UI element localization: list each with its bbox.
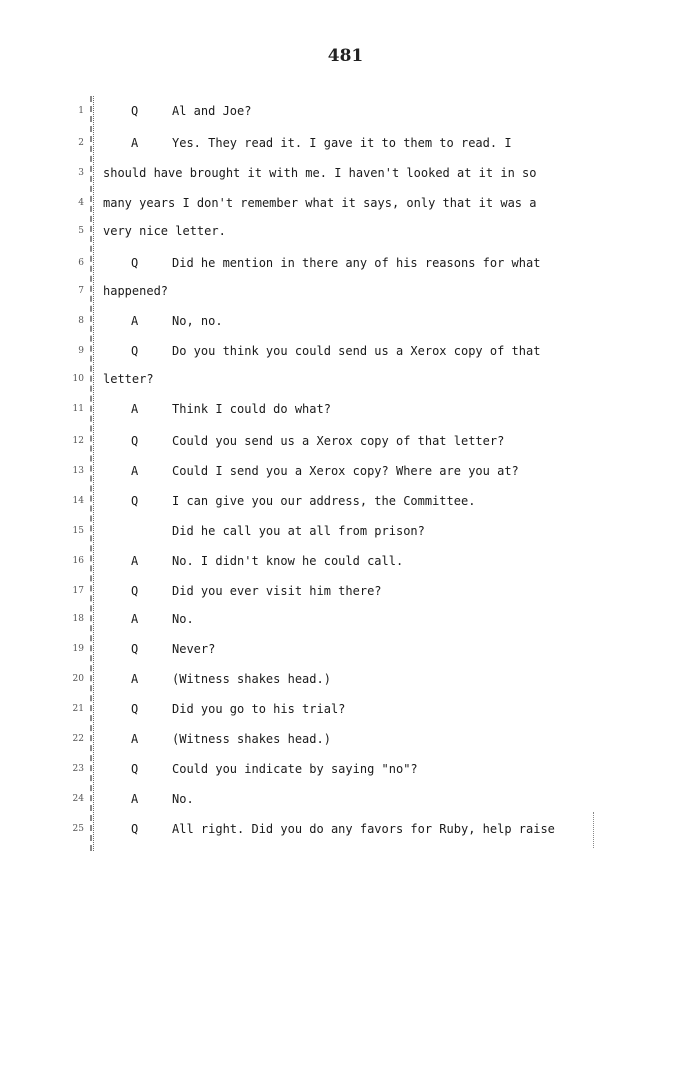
transcript-line bbox=[0, 699, 691, 719]
line-text: should have brought it with me. I haven't looked at it in so bbox=[103, 166, 537, 180]
line-text: Never? bbox=[172, 642, 216, 656]
speaker-label: Q bbox=[131, 256, 139, 270]
transcript-line bbox=[0, 101, 691, 121]
speaker-label: A bbox=[131, 672, 139, 686]
line-text: many years I don't remember what it says, only that it was a bbox=[103, 196, 537, 210]
speaker-label: Q bbox=[131, 344, 139, 358]
line-text: Could you send us a Xerox copy of that letter? bbox=[172, 434, 505, 448]
line-number: 19 bbox=[72, 644, 84, 654]
line-number: 5 bbox=[78, 226, 84, 236]
speaker-label: Q bbox=[131, 434, 139, 448]
line-text: I can give you our address, the Committee. bbox=[172, 494, 476, 508]
line-number: 3 bbox=[78, 168, 84, 178]
speaker-label: Q bbox=[131, 642, 139, 656]
transcript-line bbox=[0, 639, 691, 659]
line-text: No. bbox=[172, 792, 194, 806]
line-number: 10 bbox=[72, 374, 84, 384]
speaker-label: A bbox=[131, 732, 139, 746]
line-text: Did he call you at all from prison? bbox=[172, 524, 425, 538]
line-number: 13 bbox=[72, 466, 84, 476]
page-number: 481 bbox=[327, 46, 364, 66]
line-number: 23 bbox=[72, 764, 84, 774]
transcript-line bbox=[0, 163, 691, 183]
speaker-label: Q bbox=[131, 822, 139, 836]
speaker-label: Q bbox=[131, 762, 139, 776]
transcript-line bbox=[0, 399, 691, 419]
speaker-label: A bbox=[131, 464, 139, 478]
transcript-line bbox=[0, 551, 691, 571]
line-number: 16 bbox=[72, 556, 84, 566]
transcript-line bbox=[0, 609, 691, 629]
line-text: No. I didn't know he could call. bbox=[172, 554, 404, 568]
line-text: No, no. bbox=[172, 314, 223, 328]
line-number: 21 bbox=[72, 704, 84, 714]
line-text: Al and Joe? bbox=[172, 104, 252, 118]
transcript-line bbox=[0, 133, 691, 153]
line-number: 25 bbox=[72, 824, 84, 834]
line-text: letter? bbox=[103, 372, 154, 386]
line-number: 12 bbox=[72, 436, 84, 446]
transcript-line bbox=[0, 759, 691, 779]
line-text: (Witness shakes head.) bbox=[172, 732, 331, 746]
transcript-line bbox=[0, 221, 691, 241]
line-number: 4 bbox=[78, 198, 84, 208]
line-text: Yes. They read it. I gave it to them to read. I bbox=[172, 136, 512, 150]
transcript-line bbox=[0, 491, 691, 511]
line-number: 17 bbox=[72, 586, 84, 596]
transcript-line bbox=[0, 581, 691, 601]
line-text: very nice letter. bbox=[103, 224, 226, 238]
line-text: Did you go to his trial? bbox=[172, 702, 346, 716]
transcript-line bbox=[0, 253, 691, 273]
line-text: (Witness shakes head.) bbox=[172, 672, 331, 686]
line-number: 8 bbox=[78, 316, 84, 326]
line-number: 7 bbox=[78, 286, 84, 296]
transcript-line bbox=[0, 369, 691, 389]
transcript-line bbox=[0, 341, 691, 361]
line-number: 20 bbox=[72, 674, 84, 684]
line-number: 22 bbox=[72, 734, 84, 744]
transcript-line bbox=[0, 193, 691, 213]
transcript-line bbox=[0, 461, 691, 481]
line-text: happened? bbox=[103, 284, 169, 298]
line-text: Could you indicate by saying "no"? bbox=[172, 762, 418, 776]
line-number: 15 bbox=[72, 526, 84, 536]
line-number: 18 bbox=[72, 614, 84, 624]
line-number: 9 bbox=[78, 346, 84, 356]
line-number: 2 bbox=[78, 138, 84, 148]
line-text: Did he mention in there any of his reasons for what bbox=[172, 256, 541, 270]
line-number: 6 bbox=[78, 258, 84, 268]
speaker-label: Q bbox=[131, 702, 139, 716]
speaker-label: A bbox=[131, 136, 139, 150]
transcript-line bbox=[0, 789, 691, 809]
line-text: No. bbox=[172, 612, 194, 626]
speaker-label: A bbox=[131, 402, 139, 416]
speaker-label: Q bbox=[131, 584, 139, 598]
line-number: 1 bbox=[78, 106, 84, 116]
line-text: All right. Did you do any favors for Ruby, help raise bbox=[172, 822, 555, 836]
transcript-line bbox=[0, 521, 691, 541]
speaker-label: A bbox=[131, 314, 139, 328]
line-text: Do you think you could send us a Xerox copy of that bbox=[172, 344, 541, 358]
line-text: Did you ever visit him there? bbox=[172, 584, 382, 598]
line-text: Could I send you a Xerox copy? Where are you at? bbox=[172, 464, 519, 478]
transcript-line bbox=[0, 311, 691, 331]
line-number: 14 bbox=[72, 496, 84, 506]
speaker-label: A bbox=[131, 554, 139, 568]
speaker-label: A bbox=[131, 612, 139, 626]
speaker-label: Q bbox=[131, 104, 139, 118]
speaker-label: A bbox=[131, 792, 139, 806]
transcript-line bbox=[0, 431, 691, 451]
line-text: Think I could do what? bbox=[172, 402, 331, 416]
line-number: 24 bbox=[72, 794, 84, 804]
transcript-line bbox=[0, 669, 691, 689]
speaker-label: Q bbox=[131, 494, 139, 508]
transcript-line bbox=[0, 819, 691, 839]
line-number: 11 bbox=[72, 404, 84, 414]
transcript-line bbox=[0, 281, 691, 301]
transcript-line bbox=[0, 729, 691, 749]
